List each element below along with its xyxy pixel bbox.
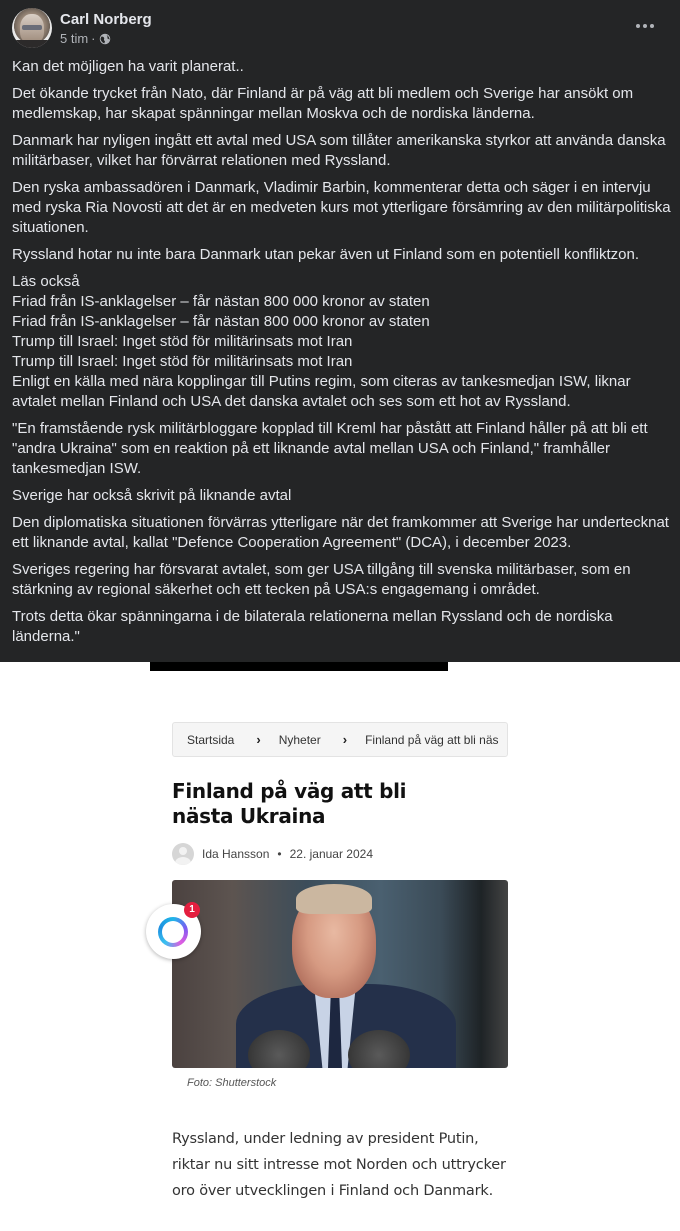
author-placeholder-avatar (172, 843, 194, 865)
author-avatar[interactable] (12, 8, 52, 48)
post-time[interactable]: 5 tim (60, 31, 89, 46)
chevron-right-icon: › (342, 732, 348, 747)
post-paragraph: Den ryska ambassadören i Danmark, Vladimir Barbin, kommenterar detta och säger i en intervju med ryska Ria Novosti att det är en medveten kurs mot ytterligare försämring av den militärpolitiska situationen. (12, 179, 671, 236)
breadcrumb-home[interactable]: Startsida (187, 732, 235, 747)
post-paragraph: Sverige har också skrivit på liknande avtal (12, 487, 292, 504)
breadcrumb (172, 722, 508, 757)
post-paragraph: Ryssland hotar nu inte bara Danmark utan pekar även ut Finland som en potentiell konfliktzon. (12, 246, 640, 263)
breadcrumb-current: Finland på väg att bli näs (365, 732, 499, 747)
article-byline (172, 843, 373, 865)
author-name[interactable]: Carl Norberg (60, 11, 152, 28)
read-also-line: Friad från IS-anklagelser – får nästan 800 000 kronor av staten (12, 313, 430, 330)
meta-separator: · (91, 31, 96, 46)
post-text (12, 57, 672, 654)
avatar-shirt (14, 40, 50, 48)
article-author[interactable]: Ida Hansson (202, 847, 270, 861)
post-paragraph: Trots detta ökar spänningarna i de bilaterala relationerna mellan Ryssland och de nordiska länderna." (12, 608, 613, 645)
ring-logo-icon (158, 917, 188, 947)
read-also-line: Trump till Israel: Inget stöd för militärinsats mot Iran (12, 353, 353, 370)
image-top-border (150, 662, 448, 671)
floating-chat-widget[interactable] (146, 904, 201, 959)
read-also-label: Läs också (12, 273, 80, 290)
avatar-glasses (22, 25, 42, 30)
post-meta (60, 31, 111, 46)
post-paragraph: Enligt en källa med nära kopplingar till Putins regim, som citeras av tankesmedjan ISW, liknar avtalet mellan Finland och USA det danska avtalet och ses som ett hot av Ryssland. (12, 373, 631, 410)
article-lead: Ryssland, under ledning av president Putin, riktar nu sitt intresse mot Norden och uttrycker oro över utvecklingen i Finland och Danmark. (172, 1131, 506, 1199)
article-hero-image (172, 880, 508, 1068)
post-paragraph: Sveriges regering har försvarat avtalet, som ger USA tillgång till svenska militärbaser, som en stärkning av regional säkerhet och ett tecken på USA:s engagemang i området. (12, 561, 631, 598)
notification-badge: 1 (184, 902, 200, 918)
image-caption: Foto: Shutterstock (187, 1077, 277, 1089)
more-dot (643, 24, 647, 28)
breadcrumb-news[interactable]: Nyheter (278, 732, 321, 747)
read-also-line: Friad från IS-anklagelser – får nästan 800 000 kronor av staten (12, 293, 430, 310)
article-title: Finland på väg att bli nästa Ukraina (172, 779, 407, 828)
chevron-right-icon: › (256, 732, 261, 747)
post-paragraph: Den diplomatiska situationen förvärras ytterligare när det framkommer att Sverige har undertecknat ett liknande avtal, kallat "Defence Cooperation Agreement" (DCA), i december 2023. (12, 514, 669, 551)
post-paragraph: Det ökande trycket från Nato, där Finland är på väg att bli medlem och Sverige har ansökt om medlemskap, har skapat spänningar mellan Moskva och de nordiska länderna. (12, 85, 634, 122)
image-hair (296, 884, 372, 914)
post-paragraph: Kan det möjligen ha varit planerat.. (12, 58, 244, 75)
more-dot (650, 24, 654, 28)
byline-dot: • (277, 847, 282, 861)
more-horizontal-icon (636, 24, 640, 28)
post-header (12, 8, 672, 50)
read-also-line: Trump till Israel: Inget stöd för militärinsats mot Iran (12, 333, 353, 350)
post-paragraph: "En framstående rysk militärbloggare kopplad till Kreml har påstått att Finland håller på att bli ett "andra Ukraina" som en reaktion på ett liknande avtal mellan USA och Finland," framhåller tankesmedjan ISW. (12, 420, 648, 477)
post-paragraph: Danmark har nyligen ingått ett avtal med USA som tillåter amerikanska styrkor att använda danska militärbaser, vilket har förvärrat relationen med Ryssland. (12, 132, 666, 169)
more-options-button[interactable] (630, 14, 660, 38)
article-date: 22. januar 2024 (289, 847, 373, 861)
globe-icon[interactable] (99, 33, 111, 45)
